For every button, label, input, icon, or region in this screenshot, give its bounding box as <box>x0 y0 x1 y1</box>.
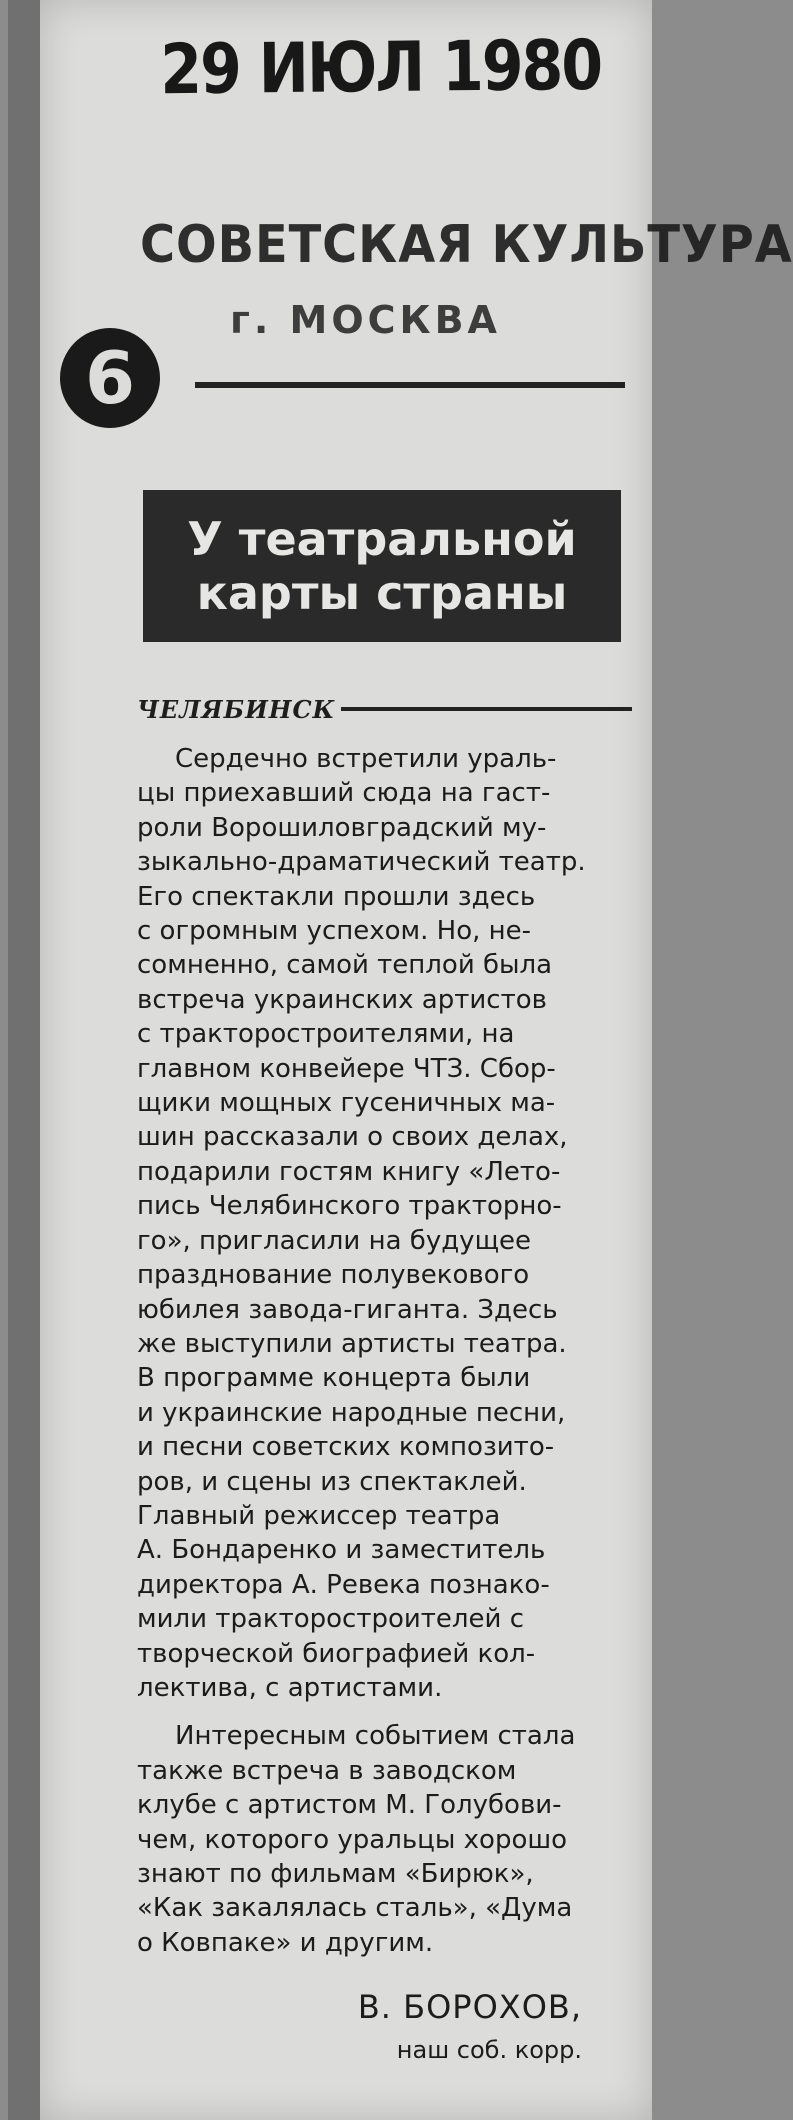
article-paragraph-1: Сердечно встретили ураль- цы приехавший сюда на гаст- роли Ворошиловградский му- зыкально-драматический театр. Его спектакли прошли здесь с огромным успехом. Но, не- сомненно, самой теплой была встреча украинских артистов с тракторостроителями, на главном конвейере ЧТЗ. Сбор- щики мощных гусеничных ма- шин рассказали о своих делах, подарили гостям книгу «Лето- пись Челябинского тракторно- го», пригласили на будущее празднование полувекового юбилея завода-гиганта. Здесь же выступили артисты театра. В программе концерта были и украинские народные песни, и песни советских композито- ров, и сцены из спектаклей. Главный режиссер театра А. Бондаренко и заместитель директора А. Ревека познако- мили тракторостроителей с творческой биографией кол- лектива, с артистами. <box>137 744 586 1703</box>
article-paragraph-2: Интересным событием стала также встреча в заводском клубе с артистом М. Голубови- чем, которого уральцы хорошо знают по фильмам «Бирюк», «Как закалялась сталь», «Дума о Ковпаке» и другим. <box>137 1721 576 1958</box>
newspaper-clipping <box>40 0 793 2120</box>
newspaper-name-stamp: СОВЕТСКАЯ КУЛЬТУРА <box>140 215 793 275</box>
city-stamp: г. МОСКВА <box>230 298 501 342</box>
rubric-heading <box>143 490 621 642</box>
author-role: наш соб. корр. <box>396 2036 582 2064</box>
page-number-badge: 6 <box>60 328 160 428</box>
dateline: ЧЕЛЯБИНСК <box>137 694 336 724</box>
article-body <box>137 742 632 1974</box>
date-stamp: 29 ИЮЛ 1980 <box>160 25 602 111</box>
rubric-line-2: карты страны <box>196 566 568 620</box>
dateline-rule <box>341 707 632 711</box>
clipping-left-edge <box>8 0 42 2120</box>
rubric-line-1: У театральной <box>187 512 577 566</box>
author-name: В. БОРОХОВ, <box>357 1988 582 2026</box>
dateline-row <box>137 694 632 724</box>
header-rule <box>195 382 625 388</box>
